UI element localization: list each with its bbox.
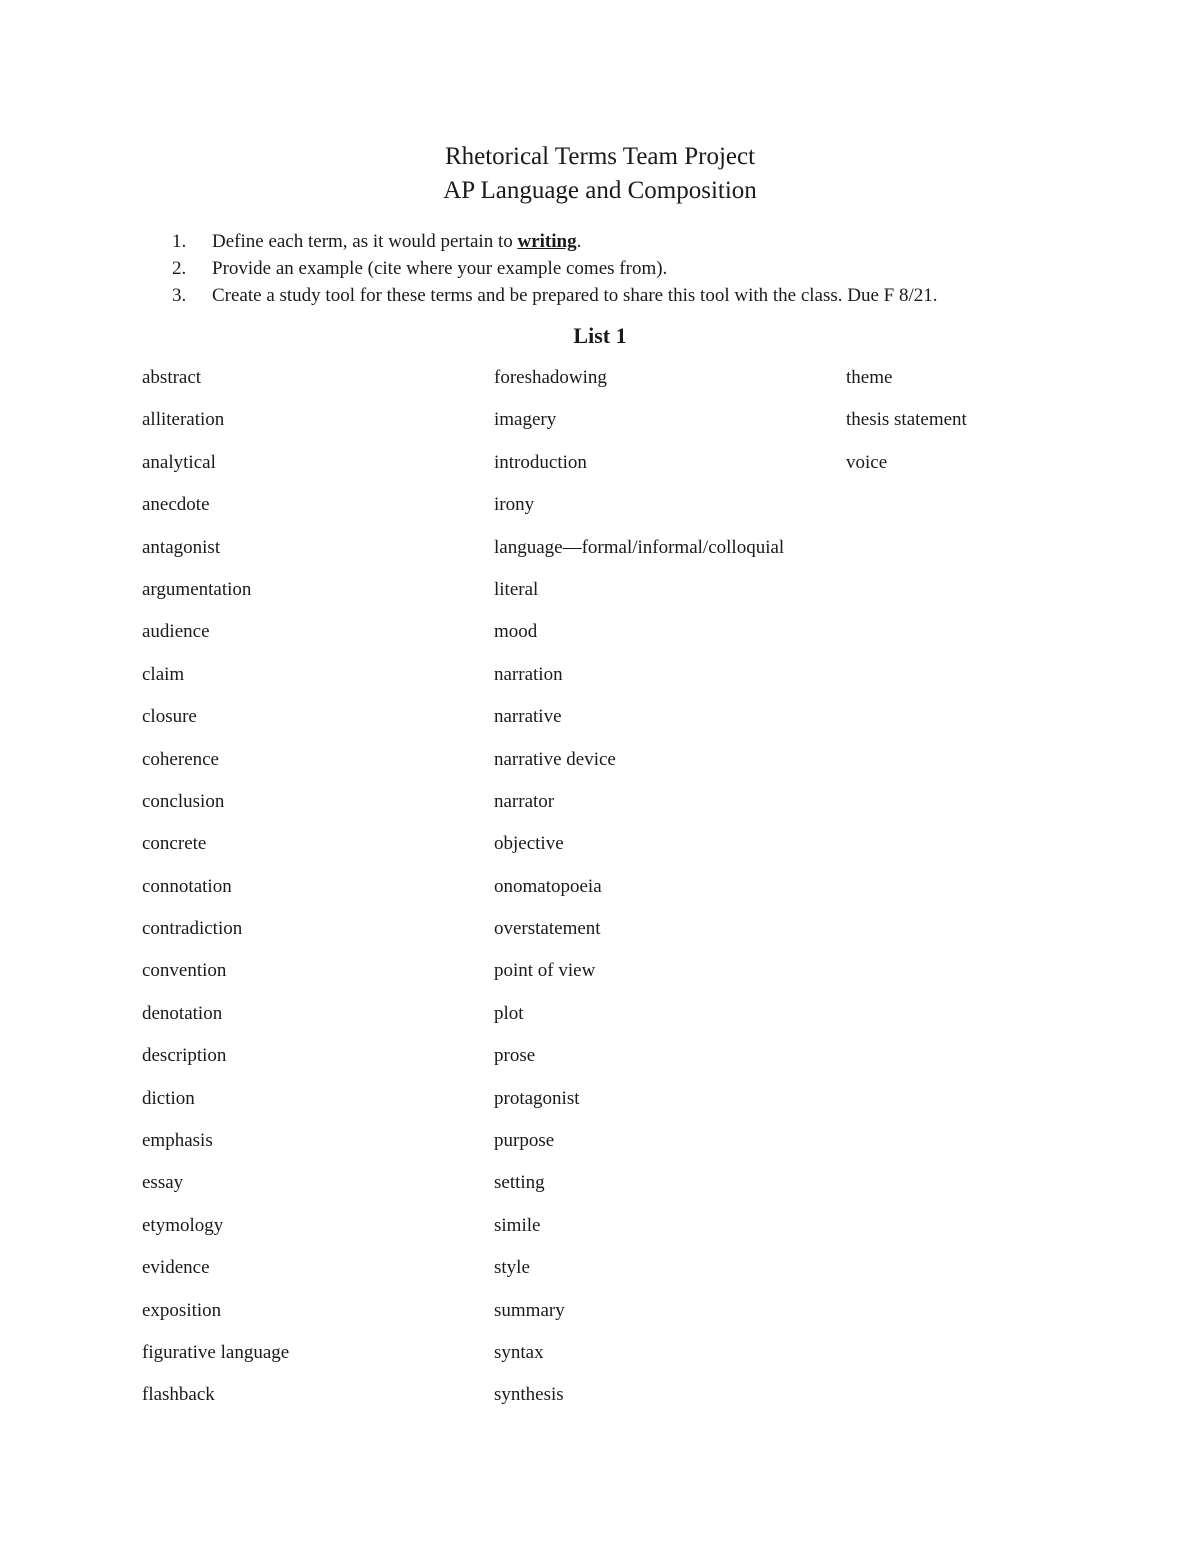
term-item: denotation bbox=[142, 1002, 223, 1024]
instruction-number: 3. bbox=[172, 285, 187, 306]
term-item: prose bbox=[494, 1045, 536, 1067]
term-item: purpose bbox=[494, 1130, 555, 1152]
term-item: figurative language bbox=[142, 1341, 290, 1363]
instruction-text: Create a study tool for these terms and be prepared to share this tool with the class. Due F 8/21. bbox=[212, 285, 938, 306]
term-item: coherence bbox=[142, 748, 219, 770]
term-item: overstatement bbox=[494, 918, 601, 940]
instruction-item bbox=[172, 228, 938, 255]
term-item: description bbox=[142, 1045, 227, 1067]
term-item: narrative device bbox=[494, 748, 616, 770]
term-item: audience bbox=[142, 621, 210, 643]
term-item: alliteration bbox=[142, 409, 225, 431]
term-item: diction bbox=[142, 1087, 195, 1109]
term-item: essay bbox=[142, 1172, 184, 1194]
instruction-item bbox=[172, 282, 938, 309]
term-item: foreshadowing bbox=[494, 367, 607, 388]
term-item: flashback bbox=[142, 1384, 215, 1406]
term-item: mood bbox=[494, 621, 538, 643]
document-subtitle: AP Language and Composition bbox=[443, 177, 757, 204]
term-item: syntax bbox=[494, 1341, 544, 1363]
term-item: etymology bbox=[142, 1214, 224, 1236]
term-item: argumentation bbox=[142, 578, 252, 600]
term-item: narrator bbox=[494, 790, 555, 812]
document-title: Rhetorical Terms Team Project bbox=[444, 143, 756, 170]
instruction-text: Provide an example (cite where your example comes from). bbox=[212, 258, 668, 279]
term-item: imagery bbox=[494, 409, 557, 431]
term-item: anecdote bbox=[142, 494, 210, 516]
instruction-text-end: . bbox=[576, 231, 582, 252]
term-item: convention bbox=[142, 960, 227, 982]
list-heading: List 1 bbox=[573, 323, 627, 348]
terms-column-2 bbox=[494, 364, 846, 1424]
instruction-number: 2. bbox=[172, 258, 187, 279]
term-item: setting bbox=[494, 1172, 545, 1194]
term-item: language—formal/informal/colloquial bbox=[494, 536, 785, 558]
term-item: thesis statement bbox=[846, 409, 967, 431]
terms-column-1 bbox=[142, 364, 494, 1424]
term-item: narrative bbox=[494, 706, 562, 728]
term-item: voice bbox=[846, 451, 888, 473]
term-item: literal bbox=[494, 578, 539, 600]
term-item: claim bbox=[142, 663, 185, 685]
term-item: introduction bbox=[494, 451, 587, 473]
term-item: simile bbox=[494, 1214, 541, 1236]
term-item: closure bbox=[142, 706, 197, 728]
term-item: analytical bbox=[142, 451, 216, 473]
term-item: point of view bbox=[494, 960, 596, 982]
term-item: contradiction bbox=[142, 918, 243, 940]
instruction-number: 1. bbox=[172, 231, 187, 252]
term-item: antagonist bbox=[142, 536, 221, 558]
instruction-text: Define each term, as it would pertain to bbox=[212, 231, 518, 252]
term-item: abstract bbox=[142, 367, 202, 388]
term-item: evidence bbox=[142, 1257, 210, 1279]
term-item: conclusion bbox=[142, 790, 225, 812]
term-item: style bbox=[494, 1257, 530, 1279]
term-item: connotation bbox=[142, 875, 232, 897]
term-item: emphasis bbox=[142, 1130, 213, 1152]
term-item: synthesis bbox=[494, 1384, 564, 1406]
title-block bbox=[0, 140, 1200, 208]
instruction-item bbox=[172, 255, 938, 282]
term-item: plot bbox=[494, 1002, 524, 1024]
term-item: objective bbox=[494, 833, 564, 855]
term-item: narration bbox=[494, 663, 563, 685]
instruction-emphasis: writing bbox=[517, 231, 577, 252]
term-item: exposition bbox=[142, 1299, 222, 1321]
term-item: concrete bbox=[142, 833, 207, 855]
term-item: summary bbox=[494, 1299, 565, 1321]
term-item: onomatopoeia bbox=[494, 875, 602, 897]
term-item: protagonist bbox=[494, 1087, 580, 1109]
term-item: irony bbox=[494, 494, 535, 516]
instructions-list bbox=[172, 228, 938, 309]
term-item: theme bbox=[846, 367, 893, 388]
terms-column-3 bbox=[846, 364, 1198, 491]
